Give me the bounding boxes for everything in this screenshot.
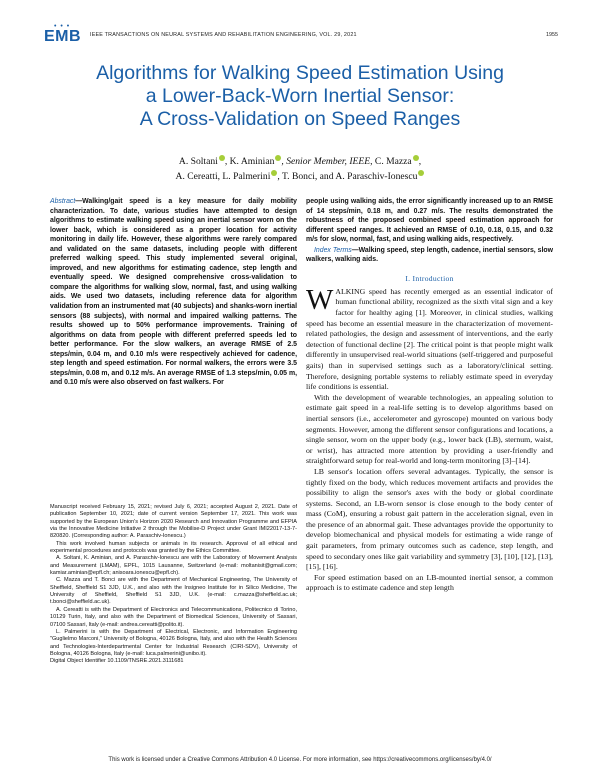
author-list <box>40 154 560 184</box>
author-aminian: , K. Aminian <box>224 156 275 167</box>
intro-paragraph-1 <box>306 283 553 393</box>
intro-paragraph-3: LB sensor's location offers several advantages. Typically, the sensor is tightly fixed on the body, which reduces movement artifacts and provides the possibility to align the sensor's axes with the body or global coordinate systems. Second, an LB-worn sensor is close enough to the body center of mass (CoM), ensuring a robust gait pattern in the acceleration signal, even in the presence of an abnormal gait. These advantages provide the opportunity to develop biomechanical and physical models for estimating a wide range of gait parameters, from primary outcomes such as cadence, step length, and speed to secondary ones like gait variability and symmetry [3], [10], [12], [13], [15], [16]. <box>306 466 553 572</box>
authors-line-1: A. Soltani , K. Aminian , Senior Member, IEEE, C. Mazza , <box>178 156 422 167</box>
emb-logo: EMB <box>44 28 82 45</box>
footnote-affiliation: A. Cereatti is with the Department of Electronics and Telecommunications, Politecnico di Torino, 10129 Turin, Italy, and also with the Department of Biomedical Sciences, University of Sassari, 07100 Sassari, Italy (e-mail: andrea.cereatti@polito.it). <box>50 606 297 628</box>
title-line-2: a Lower-Back-Worn Inertial Sensor: <box>145 85 455 107</box>
authors-line-2 <box>40 169 560 184</box>
author-soltani: A. Soltani <box>178 156 218 167</box>
intro-paragraph-1-text: ALKING speed has recently emerged as an essential indicator of human functional ability, recognized as the sixth vital sign and a key factor for healthy aging [1]. Moreover, in clinical studies, walking speed has become an essential measure in the characterization of movement-related pathologies, the design and assessment of interventions, and the early detection of functional decline [2]. The critical point is that people might walk differently in unsupervised real-world situations (self-triggered and purposeful gaits) than in supervised settings such as a laboratory/clinical setting. Therefore, designing portable systems to reliably estimate speed in everyday life conditions is essential. <box>306 286 553 392</box>
index-terms-text: —Walking speed, step length, cadence, inertial sensors, slow walkers, walking aids. <box>306 246 553 264</box>
author-mazza: , C. Mazza <box>370 156 412 167</box>
footnote-affiliation: A. Soltani, K. Aminian, and A. Paraschiv-Ionescu are with the Laboratory of Movement Analysis and Measurement (LMAM), EPFL, 1015 Lausanne, Switzerland (e-mail: moltanisit@gmail.com; kamiar.aminian@epfl.ch; anisoara.ionescu@epfl.ch). <box>50 555 297 577</box>
drop-cap: W <box>306 283 334 316</box>
orcid-icon[interactable] <box>418 170 424 176</box>
abstract-text-left: —Walking/gait speed is a key measure for daily mobility characterization. To date, various studies have attempted to design algorithms to estimate walking speed using an inertial sensor worn on the lower back, which is considered as a proper location for activity monitoring in daily life. However, these algorithms were rarely compared and validated on the same datasets, including people with different preferred walking speed. This study implemented several original, improved, and new algorithms for estimating cadence, step length and eventually speed. We designed comprehensive cross-validation to compare the algorithms for walking slow, normal, fast, and using walking aids. We used two datasets, including reference data for algorithm validation from an instrumented mat (40 subjects) and shanks-worn inertial sensors (88 subjects), with normal and impaired walking patterns. The results showed up to 50% performance improvements. Training of algorithms on data from people with different preferred speeds led to better performance. For the slow walkers, an average RMSE of 2.5 steps/min, 0.04 m, and 0.10 m/s were respectively achieved for cadence, step length and speed estimation. For normal walkers, the errors were 3.5 steps/min, 0.08 m, and 0.12 m/s. An average RMSE of 1.3 steps/min, 0.05 m, and 0.10 m/s were also observed on fast walkers. For <box>50 198 297 387</box>
title-line-3: A Cross-Validation on Speed Ranges <box>139 108 461 130</box>
title-line-1: Algorithms for Walking Speed Estimation Using <box>96 62 504 84</box>
logo-dots-icon: • • • <box>54 23 71 30</box>
footnotes <box>50 504 297 666</box>
abstract <box>50 197 297 388</box>
page-number: 1955 <box>546 32 558 38</box>
abstract-continued: people using walking aids, the error significantly increased up to an RMSE of 14 steps/min, 0.18 m, and 0.27 m/s. The results demonstrated the robustness of the proposed combined speed estimation approach for different speed ranges. It achieved an RMSE of 0.10, 0.18, 0.15, and 0.32 m/s for slow, normal, fast, and using walking aids, respectively. <box>306 198 553 244</box>
journal-name: IEEE TRANSACTIONS ON NEURAL SYSTEMS AND REHABILITATION ENGINEERING, VOL. 29, 2021 <box>90 32 357 38</box>
page-header <box>44 23 558 46</box>
author-cereatti-palmerini: A. Cereatti, L. Palmerini <box>175 171 271 182</box>
right-column <box>306 197 553 594</box>
footnote-affiliation: L. Palmerini is with the Department of Electrical, Electronic, and Information Engineering "Guglielmo Marconi," University of Bologna, 40126 Bologna, Italy, and also with the Health Sciences and Technologies-Interdepartmental Center for Industrial Research (CIRI-SDV), University of Bologna, 40126 Bologna, Italy (e-mail: luca.palmerini@unibo.it). <box>50 628 297 657</box>
index-terms-label: Index Terms <box>314 246 352 254</box>
footnote-doi[interactable]: Digital Object Identifier 10.1109/TNSRE.2021.3111681 <box>50 658 184 665</box>
footnote-affiliation: C. Mazza and T. Bonci are with the Department of Mechanical Engineering, The University of Sheffield, Sheffield S1 3JD, U.K., and also with the Insigneo Institute for in Silico Medicine, The University of Sheffield, Sheffield S1 3JD, U.K. (e-mail: c.mazza@sheffield.ac.uk; t.bonci@sheffield.ac.uk). <box>50 577 297 606</box>
author-bonci-paraschiv: , T. Bonci, and A. Paraschiv-Ionescu <box>277 171 418 182</box>
abstract-label: Abstract <box>50 198 76 205</box>
section-heading: I. Introduction <box>405 273 454 283</box>
index-terms <box>306 246 553 265</box>
paper-title <box>40 62 560 131</box>
intro-paragraph-2: With the development of wearable technologies, an appealing solution to estimate gait speed in a real-life setting is to develop algorithms based on inertial sensors (i.e., accelerometer and gyroscope) mounted on various body segments. However, among the different sensor configurations and locations, a single sensor, worn on the upper body (e.g., lower back (LB), sternum, waist, or wrist), has attracted more attention by providing a user-friendly and straightforward setup for real-world and long-term monitoring [3]–[14]. <box>306 392 553 466</box>
intro-paragraph-4: For speed estimation based on an LB-mounted inertial sensor, a common approach is to estimate cadence and step length <box>306 572 553 593</box>
left-column <box>50 197 297 388</box>
footnote-ethics: This work involved human subjects or animals in its research. Approval of all ethical and experimental procedures and protocols was granted by the Ethics Committee. <box>50 540 297 555</box>
license-footer: This work is licensed under a Creative Commons Attribution 4.0 License. For more information, see https://creativecommons.org/licenses/by/4.0/ <box>108 757 492 763</box>
author-membership: , Senior Member, IEEE <box>281 156 371 167</box>
footnote-manuscript: Manuscript received February 15, 2021; revised July 6, 2021; accepted August 2, 2021. Date of publication September 10, 2021; date of current version September 17, 2021. This work was supported by the European Union's Horizon 2020 Research and Innovation Programme and EFPIA via the Innovative Medicine Initiative 2 through the Mobilise-D Project under Grant IMI22017-13-7-820820. (Corresponding author: A. Paraschiv-Ionescu.) <box>50 504 297 540</box>
